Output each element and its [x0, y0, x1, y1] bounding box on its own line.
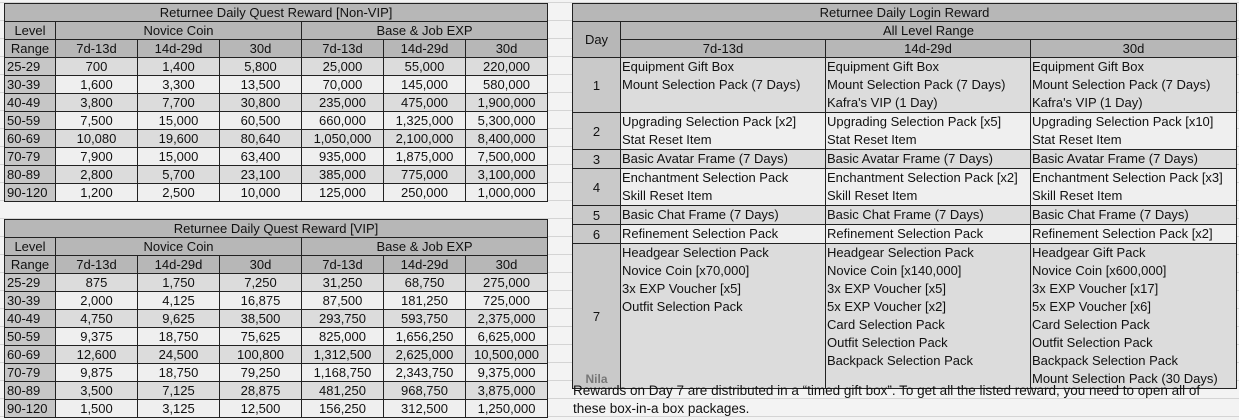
- level-range-cell: 80-89: [5, 166, 56, 184]
- value-cell: 60,500: [220, 112, 302, 130]
- reward-item: Upgrading Selection Pack [x5]: [827, 114, 1002, 129]
- period-header: 7d-13d: [56, 256, 138, 274]
- login-reward-table: [572, 3, 1237, 389]
- value-cell: 5,800: [220, 58, 302, 76]
- day-label: 3: [592, 151, 601, 167]
- reward-item: 3x EXP Voucher [x17]: [1032, 281, 1159, 296]
- day-row: [573, 169, 1237, 206]
- period-header: 7d-13d: [302, 256, 384, 274]
- value-cell: 2,375,000: [466, 310, 548, 328]
- subheader-row: [5, 40, 548, 58]
- value-cell: 18,750: [138, 328, 220, 346]
- value-cell: 75,625: [220, 328, 302, 346]
- reward-item: Basic Avatar Frame (7 Days): [1032, 151, 1198, 166]
- value-cell: 16,875: [220, 292, 302, 310]
- value-cell: 312,500: [384, 400, 466, 418]
- day-number: [573, 169, 621, 206]
- reward-item: Stat Reset Item: [827, 132, 917, 147]
- value-cell: 2,343,750: [384, 364, 466, 382]
- day-label: 6: [592, 226, 601, 242]
- value-cell: 1,400: [138, 58, 220, 76]
- value-cell: 145,000: [384, 76, 466, 94]
- value-cell: 5,700: [138, 166, 220, 184]
- table-row: [5, 346, 548, 364]
- value-cell: 1,600: [56, 76, 138, 94]
- reward-cell: [621, 113, 826, 150]
- value-cell: 12,600: [56, 346, 138, 364]
- group-header: Base & Job EXP: [302, 238, 548, 256]
- value-cell: 68,750: [384, 274, 466, 292]
- level-range-cell: 90-120: [5, 184, 56, 202]
- reward-cell: [1031, 169, 1237, 206]
- table-row: [5, 328, 548, 346]
- value-cell: 275,000: [466, 274, 548, 292]
- period-header: 14d-29d: [384, 40, 466, 58]
- reward-cell: [1031, 244, 1237, 389]
- reward-item: Card Selection Pack: [1032, 317, 1150, 332]
- reward-item: Upgrading Selection Pack [x10]: [1032, 114, 1214, 129]
- day-label: 4: [592, 179, 601, 195]
- header-row: [573, 22, 1237, 40]
- table-row: [5, 382, 548, 400]
- value-cell: 3,875,000: [466, 382, 548, 400]
- value-cell: 8,400,000: [466, 130, 548, 148]
- table-row: [5, 310, 548, 328]
- value-cell: 725,000: [466, 292, 548, 310]
- reward-item: Outfit Selection Pack: [622, 299, 743, 314]
- subheader-row: [5, 256, 548, 274]
- reward-cell: [621, 150, 826, 169]
- reward-cell: [826, 244, 1031, 389]
- value-cell: 10,000: [220, 184, 302, 202]
- table-title: Returnee Daily Login Reward: [573, 4, 1237, 22]
- period-header: 7d-13d: [621, 40, 826, 58]
- level-range-cell: 40-49: [5, 94, 56, 112]
- reward-item: Headgear Gift Pack: [1032, 245, 1146, 260]
- value-cell: 7,700: [138, 94, 220, 112]
- period-header: 14d-29d: [826, 40, 1031, 58]
- value-cell: 1,000,000: [466, 184, 548, 202]
- value-cell: 1,500: [56, 400, 138, 418]
- value-cell: 70,000: [302, 76, 384, 94]
- value-cell: 28,875: [220, 382, 302, 400]
- reward-item: Basic Chat Frame (7 Days): [622, 207, 779, 222]
- period-header: 14d-29d: [384, 256, 466, 274]
- period-header: 30d: [1031, 40, 1237, 58]
- reward-item: Basic Avatar Frame (7 Days): [827, 151, 993, 166]
- reward-cell: [621, 169, 826, 206]
- reward-cell: [1031, 225, 1237, 244]
- reward-item: Mount Selection Pack (7 Days): [1032, 77, 1211, 92]
- value-cell: 15,000: [138, 112, 220, 130]
- period-header: 30d: [220, 256, 302, 274]
- value-cell: 700: [56, 58, 138, 76]
- value-cell: 10,080: [56, 130, 138, 148]
- value-cell: 19,600: [138, 130, 220, 148]
- value-cell: 4,125: [138, 292, 220, 310]
- value-cell: 38,500: [220, 310, 302, 328]
- group-header: Novice Coin: [56, 238, 302, 256]
- group-header: Novice Coin: [56, 22, 302, 40]
- non-vip-quest-table: [4, 3, 548, 202]
- period-header: 7d-13d: [302, 40, 384, 58]
- vip-quest-table: [4, 219, 548, 418]
- day-row: [573, 225, 1237, 244]
- value-cell: 6,625,000: [466, 328, 548, 346]
- group-header: Base & Job EXP: [302, 22, 548, 40]
- value-cell: 156,250: [302, 400, 384, 418]
- reward-item: Card Selection Pack: [827, 317, 945, 332]
- level-header: Level: [5, 238, 56, 256]
- reward-cell: [826, 150, 1031, 169]
- value-cell: 293,750: [302, 310, 384, 328]
- value-cell: 7,500: [56, 112, 138, 130]
- day-row: [573, 206, 1237, 225]
- value-cell: 181,250: [384, 292, 466, 310]
- value-cell: 9,875: [56, 364, 138, 382]
- table-title: Returnee Daily Quest Reward [Non-VIP]: [5, 4, 548, 22]
- value-cell: 1,312,500: [302, 346, 384, 364]
- reward-item: 3x EXP Voucher [x5]: [827, 281, 946, 296]
- period-header: 14d-29d: [138, 40, 220, 58]
- reward-item: 5x EXP Voucher [x2]: [827, 299, 946, 314]
- day-number: [573, 206, 621, 225]
- reward-item: Kafra's VIP (1 Day): [1032, 95, 1143, 110]
- level-range-cell: 30-39: [5, 76, 56, 94]
- value-cell: 775,000: [384, 166, 466, 184]
- value-cell: 2,800: [56, 166, 138, 184]
- value-cell: 9,375,000: [466, 364, 548, 382]
- table-row: [5, 76, 548, 94]
- reward-cell: [1031, 206, 1237, 225]
- reward-item: Refinement Selection Pack [x2]: [1032, 226, 1213, 241]
- value-cell: 63,400: [220, 148, 302, 166]
- table-row: [5, 58, 548, 76]
- reward-item: Kafra's VIP (1 Day): [827, 95, 938, 110]
- value-cell: 3,500: [56, 382, 138, 400]
- period-header: 30d: [466, 40, 548, 58]
- value-cell: 87,500: [302, 292, 384, 310]
- reward-cell: [621, 58, 826, 113]
- reward-item: Refinement Selection Pack: [827, 226, 984, 241]
- day-header: Day: [573, 22, 621, 58]
- value-cell: 5,300,000: [466, 112, 548, 130]
- value-cell: 1,875,000: [384, 148, 466, 166]
- value-cell: 475,000: [384, 94, 466, 112]
- value-cell: 250,000: [384, 184, 466, 202]
- reward-item: Basic Chat Frame (7 Days): [827, 207, 984, 222]
- reward-cell: [826, 58, 1031, 113]
- table-title: Returnee Daily Quest Reward [VIP]: [5, 220, 548, 238]
- subheader-row: [573, 40, 1237, 58]
- reward-item: Equipment Gift Box: [827, 59, 939, 74]
- value-cell: 1,050,000: [302, 130, 384, 148]
- day-row: [573, 244, 1237, 389]
- day-row: [573, 58, 1237, 113]
- title-row: [5, 220, 548, 238]
- reward-cell: [826, 206, 1031, 225]
- reward-item: Skill Reset Item: [1032, 188, 1123, 203]
- level-range-cell: 25-29: [5, 274, 56, 292]
- value-cell: 1,325,000: [384, 112, 466, 130]
- reward-item: Outfit Selection Pack: [827, 335, 948, 350]
- reward-item: Novice Coin [x600,000]: [1032, 263, 1167, 278]
- value-cell: 55,000: [384, 58, 466, 76]
- day-label: 7: [592, 308, 601, 324]
- reward-item: Enchantment Selection Pack [x2]: [827, 170, 1018, 185]
- reward-item: Novice Coin [x140,000]: [827, 263, 962, 278]
- reward-cell: [621, 206, 826, 225]
- value-cell: 24,500: [138, 346, 220, 364]
- day-row: [573, 150, 1237, 169]
- value-cell: 1,200: [56, 184, 138, 202]
- reward-cell: [1031, 113, 1237, 150]
- value-cell: 3,800: [56, 94, 138, 112]
- period-header: 30d: [466, 256, 548, 274]
- reward-item: Refinement Selection Pack: [622, 226, 779, 241]
- value-cell: 220,000: [466, 58, 548, 76]
- level-range-cell: 90-120: [5, 400, 56, 418]
- day-number: [573, 244, 621, 389]
- level-range-cell: 70-79: [5, 364, 56, 382]
- value-cell: 385,000: [302, 166, 384, 184]
- reward-item: Stat Reset Item: [1032, 132, 1122, 147]
- title-row: [5, 4, 548, 22]
- reward-cell: [1031, 150, 1237, 169]
- value-cell: 13,500: [220, 76, 302, 94]
- value-cell: 23,100: [220, 166, 302, 184]
- value-cell: 2,500: [138, 184, 220, 202]
- reward-item: Mount Selection Pack (7 Days): [622, 77, 801, 92]
- value-cell: 79,250: [220, 364, 302, 382]
- day-number: [573, 58, 621, 113]
- value-cell: 3,100,000: [466, 166, 548, 184]
- day-number: [573, 225, 621, 244]
- value-cell: 80,640: [220, 130, 302, 148]
- value-cell: 15,000: [138, 148, 220, 166]
- value-cell: 125,000: [302, 184, 384, 202]
- reward-item: Skill Reset Item: [622, 188, 713, 203]
- reward-cell: [826, 113, 1031, 150]
- reward-item: Backpack Selection Pack: [827, 353, 973, 368]
- reward-cell: [621, 225, 826, 244]
- reward-cell: [621, 244, 826, 389]
- value-cell: 7,500,000: [466, 148, 548, 166]
- day-label: 2: [592, 123, 601, 139]
- value-cell: 7,125: [138, 382, 220, 400]
- table-row: [5, 184, 548, 202]
- table-row: [5, 364, 548, 382]
- reward-item: Stat Reset Item: [622, 132, 712, 147]
- level-range-cell: 30-39: [5, 292, 56, 310]
- level-range-cell: 80-89: [5, 382, 56, 400]
- table-row: [5, 94, 548, 112]
- table-row: [5, 130, 548, 148]
- reward-cell: [826, 225, 1031, 244]
- value-cell: 1,168,750: [302, 364, 384, 382]
- level-range-cell: 60-69: [5, 130, 56, 148]
- reward-item: Novice Coin [x70,000]: [622, 263, 750, 278]
- reward-item: Upgrading Selection Pack [x2]: [622, 114, 797, 129]
- value-cell: 580,000: [466, 76, 548, 94]
- reward-item: Backpack Selection Pack: [1032, 353, 1178, 368]
- day-number: [573, 150, 621, 169]
- value-cell: 31,250: [302, 274, 384, 292]
- table-row: [5, 274, 548, 292]
- reward-item: Enchantment Selection Pack: [622, 170, 789, 185]
- value-cell: 235,000: [302, 94, 384, 112]
- value-cell: 2,000: [56, 292, 138, 310]
- value-cell: 3,125: [138, 400, 220, 418]
- value-cell: 2,100,000: [384, 130, 466, 148]
- table-row: [5, 400, 548, 418]
- value-cell: 10,500,000: [466, 346, 548, 364]
- day-label: 5: [592, 207, 601, 223]
- period-header: 7d-13d: [56, 40, 138, 58]
- reward-cell: [826, 169, 1031, 206]
- watermark: Nila: [585, 372, 608, 386]
- value-cell: 481,250: [302, 382, 384, 400]
- day-label: 1: [592, 77, 601, 93]
- reward-item: Equipment Gift Box: [622, 59, 734, 74]
- value-cell: 30,800: [220, 94, 302, 112]
- level-range-cell: 50-59: [5, 328, 56, 346]
- range-header: Range: [5, 256, 56, 274]
- value-cell: 9,625: [138, 310, 220, 328]
- reward-item: Headgear Selection Pack: [827, 245, 974, 260]
- value-cell: 875: [56, 274, 138, 292]
- table-row: [5, 292, 548, 310]
- value-cell: 9,375: [56, 328, 138, 346]
- value-cell: 1,900,000: [466, 94, 548, 112]
- value-cell: 3,300: [138, 76, 220, 94]
- reward-item: Headgear Selection Pack: [622, 245, 769, 260]
- level-range-cell: 40-49: [5, 310, 56, 328]
- value-cell: 825,000: [302, 328, 384, 346]
- table-row: [5, 112, 548, 130]
- range-header: All Level Range: [621, 22, 1237, 40]
- table-row: [5, 148, 548, 166]
- reward-item: Equipment Gift Box: [1032, 59, 1144, 74]
- value-cell: 968,750: [384, 382, 466, 400]
- value-cell: 593,750: [384, 310, 466, 328]
- range-header: Range: [5, 40, 56, 58]
- group-header-row: [5, 238, 548, 256]
- reward-item: Mount Selection Pack (7 Days): [827, 77, 1006, 92]
- day-number: [573, 113, 621, 150]
- group-header-row: [5, 22, 548, 40]
- reward-item: Outfit Selection Pack: [1032, 335, 1153, 350]
- title-row: [573, 4, 1237, 22]
- day7-note: Rewards on Day 7 are distributed in a “timed gift box”. To get all the listed reward, you need to open all of these box-in-a box packages.: [573, 383, 1201, 416]
- value-cell: 18,750: [138, 364, 220, 382]
- level-range-cell: 70-79: [5, 148, 56, 166]
- level-range-cell: 25-29: [5, 58, 56, 76]
- value-cell: 12,500: [220, 400, 302, 418]
- period-header: 30d: [220, 40, 302, 58]
- value-cell: 660,000: [302, 112, 384, 130]
- reward-item: Mount Selection Pack (30 Days): [1032, 371, 1218, 386]
- reward-item: Basic Avatar Frame (7 Days): [622, 151, 788, 166]
- value-cell: 2,625,000: [384, 346, 466, 364]
- value-cell: 100,800: [220, 346, 302, 364]
- reward-item: 5x EXP Voucher [x6]: [1032, 299, 1151, 314]
- day-row: [573, 113, 1237, 150]
- reward-item: Basic Chat Frame (7 Days): [1032, 207, 1189, 222]
- value-cell: 935,000: [302, 148, 384, 166]
- value-cell: 1,750: [138, 274, 220, 292]
- reward-item: Enchantment Selection Pack [x3]: [1032, 170, 1223, 185]
- table-row: [5, 166, 548, 184]
- value-cell: 4,750: [56, 310, 138, 328]
- reward-item: 3x EXP Voucher [x5]: [622, 281, 741, 296]
- period-header: 14d-29d: [138, 256, 220, 274]
- value-cell: 7,250: [220, 274, 302, 292]
- value-cell: 1,656,250: [384, 328, 466, 346]
- level-range-cell: 60-69: [5, 346, 56, 364]
- level-header: Level: [5, 22, 56, 40]
- value-cell: 25,000: [302, 58, 384, 76]
- reward-cell: [1031, 58, 1237, 113]
- value-cell: 1,250,000: [466, 400, 548, 418]
- level-range-cell: 50-59: [5, 112, 56, 130]
- value-cell: 7,900: [56, 148, 138, 166]
- reward-item: Skill Reset Item: [827, 188, 918, 203]
